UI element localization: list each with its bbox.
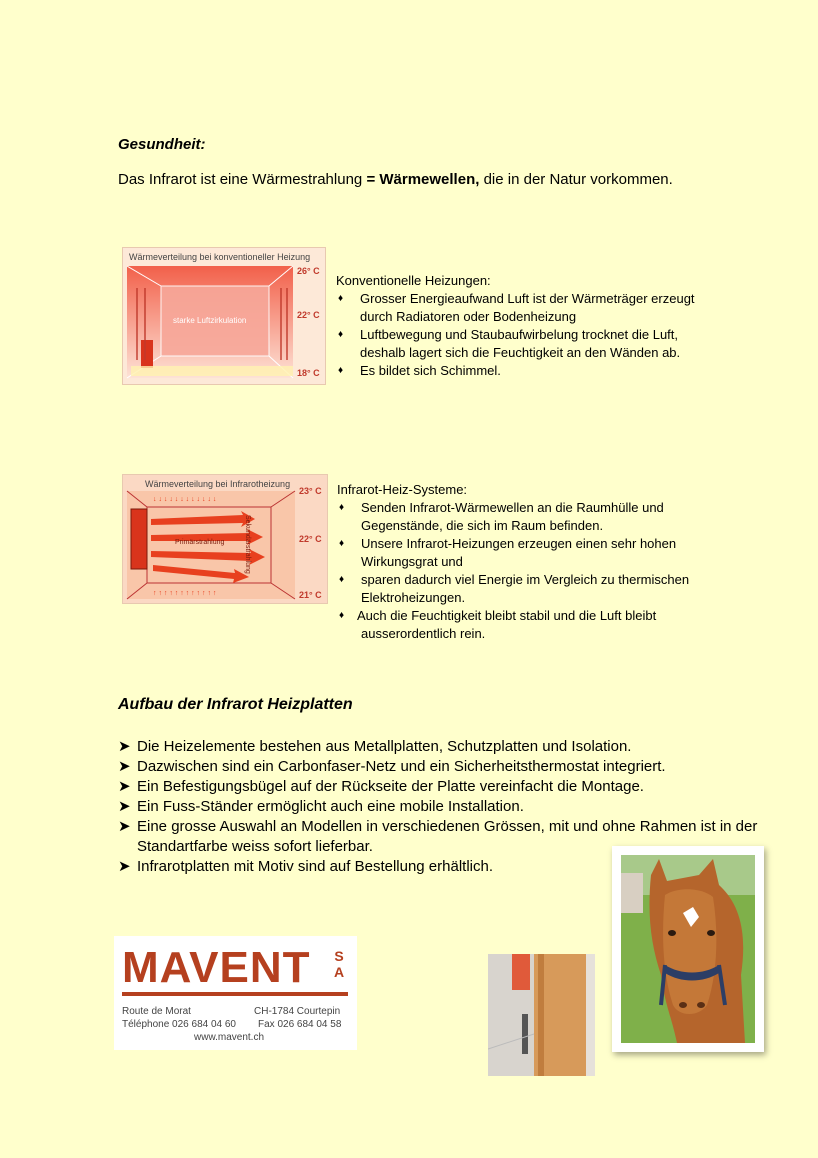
diamond-bullet-icon: ♦ xyxy=(338,293,344,304)
arrow-bullet-icon: ➤ xyxy=(118,778,131,795)
temp-label: 22° C xyxy=(297,310,320,320)
bullet-text: durch Radiatoren oder Bodenheizung xyxy=(360,309,577,324)
diamond-bullet-icon: ♦ xyxy=(338,329,344,340)
arrow-bullet-icon: ➤ xyxy=(118,818,131,835)
bullet-text: ausserordentlich rein. xyxy=(361,626,486,641)
bullet-text: Senden Infrarot-Wärmewellen an die Raumhülle und xyxy=(361,500,664,515)
arrow-bullet-icon: ➤ xyxy=(118,758,131,775)
list-item xyxy=(337,571,737,607)
diamond-bullet-icon: ♦ xyxy=(339,502,345,513)
bullet-text: Unsere Infrarot-Heizungen erzeugen einen sehr hohen xyxy=(361,536,677,551)
temp-label: 23° C xyxy=(299,486,322,496)
conventional-description xyxy=(336,272,726,380)
temp-label: 22° C xyxy=(299,534,322,544)
diamond-bullet-icon: ♦ xyxy=(339,538,345,549)
svg-text:↑ ↑ ↑ ↑ ↑ ↑ ↑ ↑ ↑ ↑ ↑ ↑: ↑ ↑ ↑ ↑ ↑ ↑ ↑ ↑ ↑ ↑ ↑ ↑ xyxy=(153,590,217,597)
diagram-label: Sekundärstrahlung xyxy=(244,515,251,574)
diamond-bullet-icon: ♦ xyxy=(339,610,345,621)
list-item-text: Ein Befestigungsbügel auf der Rückseite der Platte vereinfacht die Montage. xyxy=(137,778,644,795)
bullet-text: sparen dadurch viel Energie im Vergleich zu thermischen xyxy=(361,572,690,587)
intro-suffix: die in der Natur vorkommen. xyxy=(479,171,673,188)
bullet-text: Grosser Energieaufwand Luft ist der Wärmeträger erzeugt xyxy=(360,291,695,306)
list-item-text: Ein Fuss-Ständer ermöglicht auch eine mobile Installation. xyxy=(137,798,524,815)
list-item-text: Eine grosse Auswahl an Modellen in verschiedenen Grössen, mit und ohne Rahmen ist in der Standartfarbe weiss sofort lieferbar. xyxy=(137,818,758,855)
logo-fax: Fax 026 684 04 58 xyxy=(258,1019,342,1030)
diagram-label: Primärstrahlung xyxy=(175,539,225,546)
list-item xyxy=(337,499,737,535)
list-item xyxy=(337,607,737,643)
diagram-title: Wärmeverteilung bei konventioneller Heizung xyxy=(129,252,311,262)
logo-brand: MAVENT xyxy=(122,943,311,992)
conventional-heating-diagram xyxy=(122,247,326,385)
logo-rule xyxy=(122,992,348,996)
logo-suffix: SA xyxy=(333,948,345,980)
infrared-label: Infrarot-Heiz-Systeme: xyxy=(337,482,468,497)
logo-web: www.mavent.ch xyxy=(194,1032,265,1043)
temp-label: 21° C xyxy=(299,590,322,600)
temp-label: 18° C xyxy=(297,368,320,378)
bullet-text: Gegenstände, die sich im Raum befinden. xyxy=(361,518,604,533)
list-item xyxy=(118,777,758,797)
list-item-text: Die Heizelemente bestehen aus Metallplatten, Schutzplatten und Isolation. xyxy=(137,738,632,755)
section-heading-gesundheit: Gesundheit: xyxy=(118,136,206,153)
list-item xyxy=(336,326,726,362)
bullet-text: Es bildet sich Schimmel. xyxy=(360,363,501,378)
svg-text:↓ ↓ ↓ ↓ ↓ ↓ ↓ ↓ ↓ ↓ ↓ ↓: ↓ ↓ ↓ ↓ ↓ ↓ ↓ ↓ ↓ ↓ ↓ ↓ xyxy=(153,496,217,503)
diamond-bullet-icon: ♦ xyxy=(339,574,345,585)
infrared-room-illustration xyxy=(123,475,327,603)
logo-address-left: Route de Morat xyxy=(122,1006,191,1017)
diagram-label: starke Luftzirkulation xyxy=(173,316,247,325)
infrared-heating-diagram xyxy=(122,474,328,604)
temp-label: 26° C xyxy=(297,266,320,276)
list-item xyxy=(118,757,758,777)
intro-bold: = Wärmewellen, xyxy=(366,171,480,188)
heater-wall-illustration xyxy=(488,954,595,1076)
heater-wall-photo xyxy=(488,954,595,1076)
arrow-bullet-icon: ➤ xyxy=(118,858,131,875)
intro-sentence xyxy=(118,171,673,188)
logo-phone: Téléphone 026 684 04 60 xyxy=(122,1019,236,1030)
bullet-text: Elektroheizungen. xyxy=(361,590,466,605)
intro-prefix: Das Infrarot ist eine Wärmestrahlung xyxy=(118,171,367,188)
list-item-text: Dazwischen sind ein Carbonfaser-Netz und ein Sicherheitsthermostat integriert. xyxy=(137,758,666,775)
bullet-text: Auch die Feuchtigkeit bleibt stabil und die Luft bleibt xyxy=(357,608,657,623)
conventional-label: Konventionelle Heizungen: xyxy=(336,273,491,288)
mavent-logo xyxy=(114,936,357,1050)
bullet-text: Wirkungsgrat und xyxy=(361,554,463,569)
logo-address-right: CH-1784 Courtepin xyxy=(254,1006,341,1017)
list-item xyxy=(118,797,758,817)
horse-illustration xyxy=(621,855,755,1043)
diamond-bullet-icon: ♦ xyxy=(338,365,344,376)
list-item xyxy=(336,290,726,326)
horse-photo xyxy=(612,846,764,1052)
infrared-description xyxy=(337,481,737,643)
list-item xyxy=(336,362,726,380)
arrow-bullet-icon: ➤ xyxy=(118,798,131,815)
bullet-text: Luftbewegung und Staubaufwirbelung trocknet die Luft, xyxy=(360,327,679,342)
list-item xyxy=(337,535,737,571)
section-heading-aufbau: Aufbau der Infrarot Heizplatten xyxy=(118,696,353,713)
diagram-title: Wärmeverteilung bei Infrarotheizung xyxy=(145,479,291,489)
arrow-bullet-icon: ➤ xyxy=(118,738,131,755)
list-item-text: Infrarotplatten mit Motiv sind auf Bestellung erhältlich. xyxy=(137,858,494,875)
bullet-text: deshalb lagert sich die Feuchtigkeit an den Wänden ab. xyxy=(360,345,681,360)
list-item xyxy=(118,737,758,757)
